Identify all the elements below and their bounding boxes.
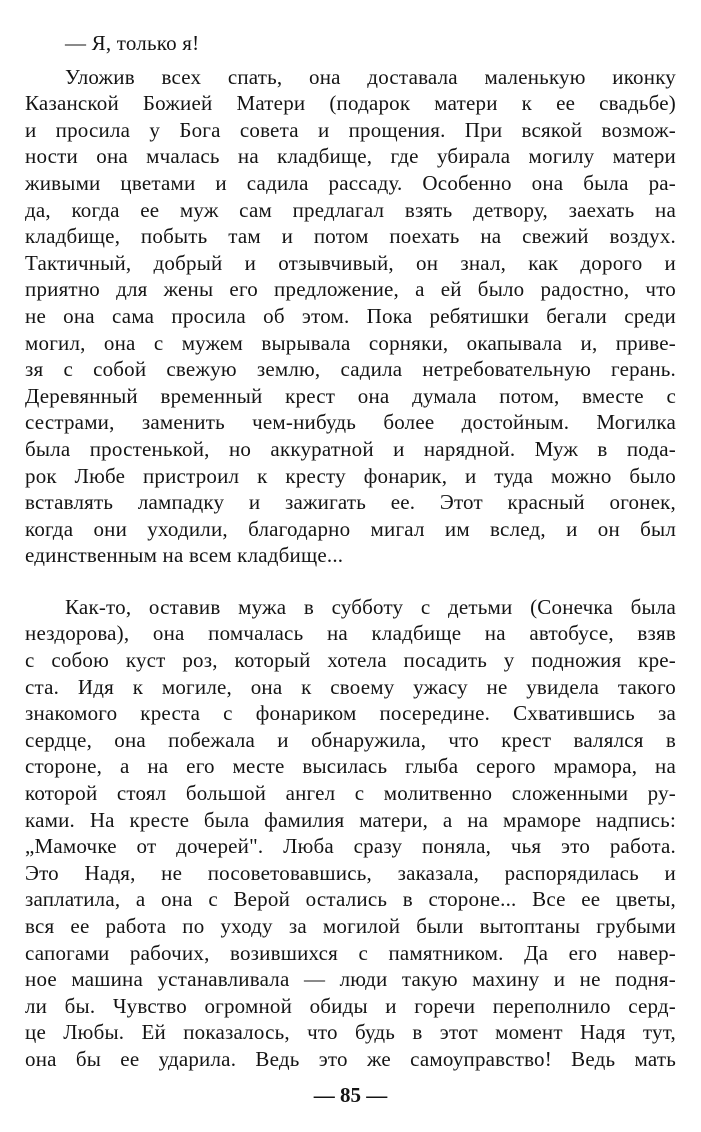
- text-line: ста. Идя к могиле, она к своему ужасу не увидела такого: [25, 674, 676, 699]
- opening-dialogue-line: — Я, только я!: [65, 31, 200, 55]
- text-line: нездорова), она помчалась на кладбище на автобусе, взяв: [25, 621, 676, 646]
- text-line: кладбище, побыть там и потом поехать на свежий воздух.: [25, 224, 676, 249]
- text-line: живыми цветами и садила рассаду. Особенно она была ра-: [25, 170, 676, 195]
- spacer: [25, 57, 676, 64]
- text-line: была простенькой, но аккуратной и нарядной. Муж в пода-: [25, 436, 676, 461]
- text-line: ности она мчалась на кладбище, где убирала могилу матери: [25, 144, 676, 169]
- text-line: вставлять лампадку и зажигать ее. Этот красный огонек,: [25, 490, 676, 515]
- text-line: ками. На кресте была фамилия матери, а на мраморе надпись:: [25, 807, 676, 832]
- text-line: „Мамочке от дочерей". Люба сразу поняла, чья это работа.: [25, 834, 676, 859]
- paragraph-spacer: [25, 569, 676, 594]
- text-line: она бы ее ударила. Ведь это же самоуправство! Ведь мать: [25, 1046, 676, 1071]
- text-line: зя с собой свежую землю, садила нетребовательную герань.: [25, 357, 676, 382]
- text-line: Это Надя, не посоветовавшись, заказала, распорядилась и: [25, 860, 676, 885]
- text-line: стороне, а на его месте высилась глыба серого мрамора, на: [25, 754, 676, 779]
- text-line: да, когда ее муж сам предлагал взять детвору, заехать на: [25, 197, 676, 222]
- text-line: когда они уходили, благодарно мигал им вслед, и он был: [25, 516, 676, 541]
- text-line: сердце, она побежала и обнаружила, что крест валялся в: [25, 727, 676, 752]
- text-line: рок Любе пристроил к кресту фонарик, и туда можно было: [25, 463, 676, 488]
- text-line: единственным на всем кладбище...: [25, 543, 344, 568]
- text-line: которой стоял большой ангел с молитвенно сложенными ру-: [25, 781, 676, 806]
- text-line: не она сама просила об этом. Пока ребятишки бегали среди: [25, 303, 676, 328]
- text-line: вся ее работа по уходу за могилой были вытоптаны грубыми: [25, 914, 676, 938]
- page-text: [25, 30, 676, 1073]
- text-line: Тактичный, добрый и отзывчивый, он знал, как дорого и: [25, 250, 676, 275]
- text-line: Уложив всех спать, она доставала маленькую иконку: [65, 64, 676, 89]
- text-line: ное машина устанавливала — люди такую махину и не подня-: [25, 967, 676, 992]
- paragraph-2: [25, 594, 676, 1073]
- text-line: сестрами, заменить чем-нибудь более достойным. Могилка: [25, 410, 676, 435]
- paragraph-1: [25, 64, 676, 569]
- text-line: приятно для жены его предложение, а ей было радостно, что: [25, 277, 676, 302]
- text-line: знакомого креста с фонариком посередине. Схватившись за: [25, 701, 676, 726]
- text-line: с собою куст роз, который хотела посадить у подножия кре-: [25, 648, 676, 673]
- text-line: Как-то, оставив мужа в субботу с детьми (Сонечка была: [65, 594, 676, 619]
- page-number: — 85 —: [313, 1083, 388, 1107]
- text-line: це Любы. Ей показалось, что будь в этот момент Надя тут,: [25, 1020, 676, 1045]
- text-line: Деревянный временный крест она думала потом, вместе с: [25, 383, 676, 408]
- text-line: могил, она с мужем вырывала сорняки, окапывала и, приве-: [25, 330, 676, 355]
- text-line: сапогами рабочих, возившихся с памятником. Да его навер-: [25, 940, 676, 965]
- text-line: Казанской Божией Матери (подарок матери к ее свадьбе): [25, 91, 676, 116]
- text-line: ли бы. Чувство огромной обиды и горечи переполнило серд-: [25, 993, 676, 1018]
- text-line: и просила у Бога совета и прощения. При всякой возмож-: [25, 117, 676, 142]
- text-line: заплатила, а она с Верой остались в стороне... Все ее цветы,: [25, 887, 676, 912]
